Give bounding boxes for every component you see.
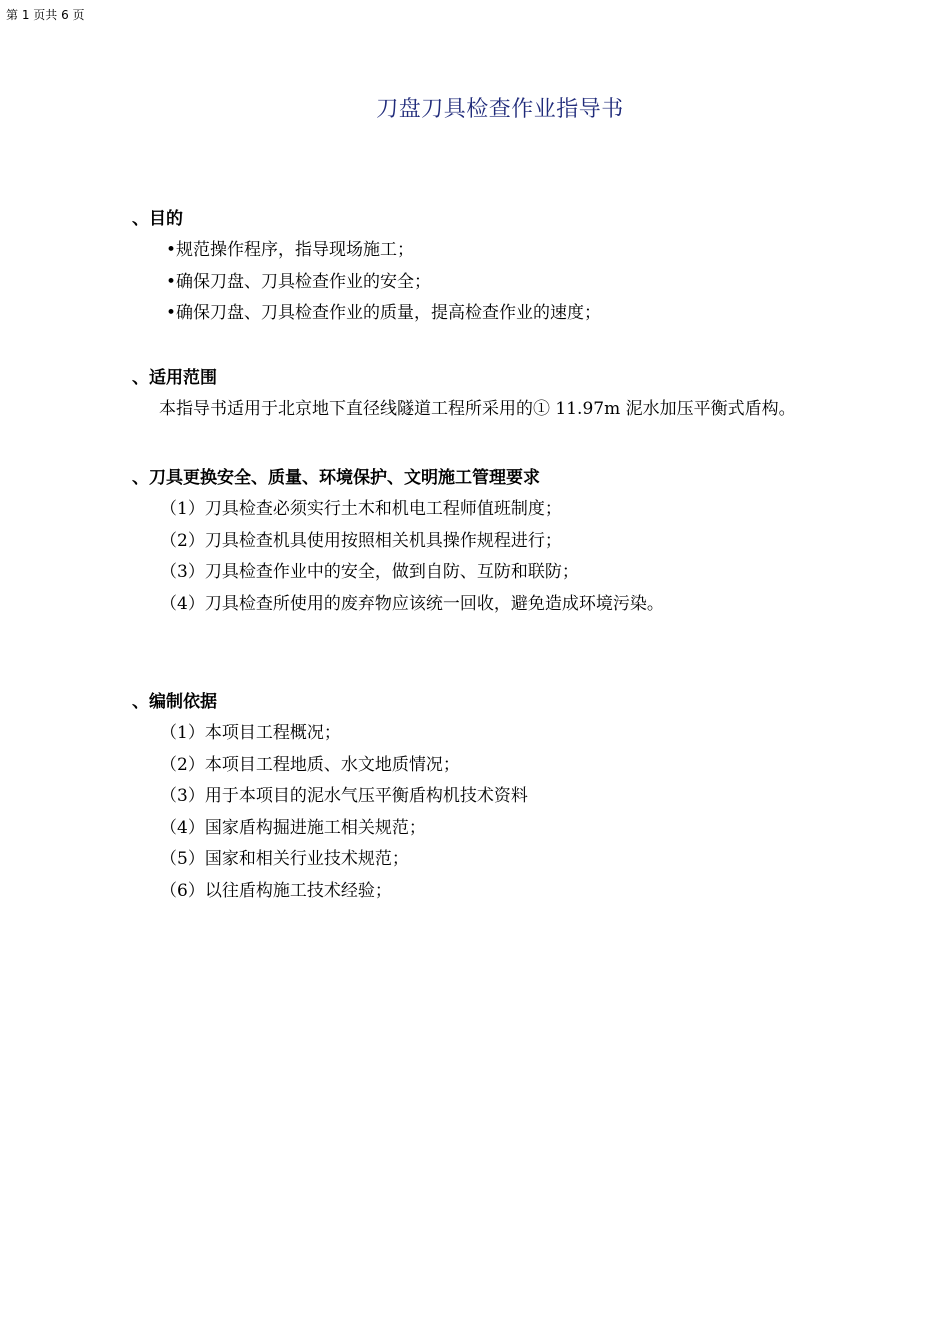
- list-item: （2）本项目工程地质、水文地质情况；: [160, 754, 460, 775]
- document-title: 刀盘刀具检查作业指导书: [376, 97, 624, 122]
- list-item: （4）刀具检查所使用的废弃物应该统一回收，避免造成环境污染。: [160, 593, 664, 614]
- list-item: （2）刀具检查机具使用按照相关机具操作规程进行；: [160, 530, 562, 551]
- list-item: （1）本项目工程概况；: [160, 723, 341, 743]
- section-heading: 、刀具更换安全、质量、环境保护、文明施工管理要求: [132, 468, 540, 488]
- list-item: •规范操作程序，指导现场施工；: [166, 240, 415, 260]
- section-purpose: [132, 207, 601, 330]
- list-item: •确保刀盘、刀具检查作业的质量，提高检查作业的速度；: [166, 303, 602, 323]
- list-item: （1）刀具检查必须实行土木和机电工程师值班制度；: [160, 499, 562, 519]
- list-item: （5）国家和相关行业技术规范；: [160, 849, 409, 869]
- section-heading: 、编制依据: [132, 692, 217, 712]
- section-requirements: [132, 466, 664, 620]
- section-heading: 、目的: [132, 209, 183, 229]
- list-item: （3）用于本项目的泥水气压平衡盾构机技术资料: [160, 786, 528, 806]
- list-item: （4）国家盾构掘进施工相关规范；: [160, 817, 426, 838]
- section-basis: [132, 690, 528, 907]
- section-scope: [132, 366, 796, 426]
- list-item: （3）刀具检查作业中的安全，做到自防、互防和联防；: [160, 562, 579, 582]
- list-item: （6）以往盾构施工技术经验；: [160, 880, 392, 901]
- paragraph: 本指导书适用于北京地下直径线隧道工程所采用的① 11.97m 泥水加压平衡式盾构。: [159, 399, 796, 419]
- page-indicator: 第 1 页共 6 页: [6, 8, 85, 22]
- section-heading: 、适用范围: [132, 368, 217, 388]
- list-item: •确保刀盘、刀具检查作业的安全；: [166, 271, 432, 292]
